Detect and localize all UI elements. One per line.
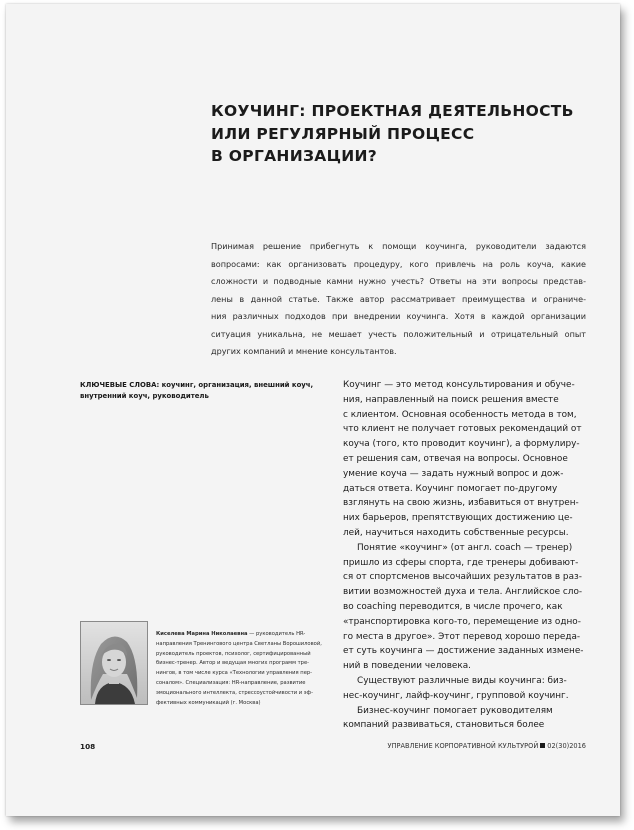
author-bio-line: соналом». Специализация: HR-направление, развитие xyxy=(156,679,306,686)
body-line: Понятие «коучинг» (от англ. coach — тренер) xyxy=(357,542,573,553)
author-bio-first-rest: — руководитель HR- xyxy=(247,631,306,637)
body-line: витии возможностей духа и тела. Английское сло- xyxy=(343,587,583,598)
abstract-line: других компаний и мнение консультантов. xyxy=(211,346,397,356)
body-line: ния, направленный на поиск решения вместе xyxy=(343,394,559,405)
body-line: ет суть коучинга — достижение заданных измене- xyxy=(343,646,584,657)
body-line: нес-коучинг, лайф-коучинг, групповой коучинг. xyxy=(343,690,569,701)
body-line: «транспортировка кого-то, перемещение из одно- xyxy=(343,616,581,627)
title-line: ИЛИ РЕГУЛЯРНЫЙ ПРОЦЕСС xyxy=(211,124,475,143)
title-line: В ОРГАНИЗАЦИИ? xyxy=(211,147,378,165)
body-line: компаний развиваться, становиться более xyxy=(343,720,545,731)
author-bio-line: фективных коммуникаций (г. Москва) xyxy=(156,699,261,706)
body-line: ет решения сам, отвечая на вопросы. Основное xyxy=(343,453,568,464)
body-line: Существуют различные виды коучинга: биз- xyxy=(357,675,567,686)
author-bio xyxy=(156,630,326,708)
journal-footer xyxy=(388,742,586,750)
abstract-line: ситуация уникальна, не мешает учесть положительный и отрицательный опыт xyxy=(211,328,586,339)
body-line: пришло из сферы спорта, где тренеры добивают- xyxy=(343,557,579,568)
keywords-line: внутренний коуч, руководитель xyxy=(80,392,209,400)
body-line: Коучинг — это метод консультирования и обуче- xyxy=(343,380,575,390)
article-body xyxy=(343,378,587,733)
page-number: 108 xyxy=(80,742,96,751)
article-title xyxy=(211,100,591,168)
body-line: что клиент не получает готовых рекомендаций от xyxy=(343,424,582,435)
body-line: даться ответа. Коучинг помогает по-другому xyxy=(343,483,558,494)
article-abstract xyxy=(211,238,586,361)
body-line: коуча (того, кто проводит коучинг), а формулиру- xyxy=(343,439,580,450)
author-photo xyxy=(80,621,148,705)
body-line: во coaching переводится, в числе прочего, как xyxy=(343,601,563,612)
body-line: с клиентом. Основная особенность метода в том, xyxy=(343,409,577,420)
author-bio-line: нингов, в том числе курса «Технологии управления пер- xyxy=(156,670,313,677)
body-line: Бизнес-коучинг помогает руководителям xyxy=(357,705,553,716)
author-bio-line: руководитель проектов, психолог, сертифицированный xyxy=(156,650,311,657)
abstract-line: вопросами: как организовать процедуру, кого привлечь на роль коуча, какие xyxy=(211,258,586,269)
author-bio-first-line xyxy=(156,630,326,640)
journal-issue: 02(30)2016 xyxy=(547,742,586,750)
author-portrait-image xyxy=(81,622,147,704)
title-line: КОУЧИНГ: ПРОЕКТНАЯ ДЕЯТЕЛЬНОСТЬ xyxy=(211,102,574,120)
author-name: Киселева Марина Николаевна xyxy=(156,631,248,637)
abstract-line: лены в данной статье. Также автор рассматривает преимущества и ограниче- xyxy=(211,293,586,304)
keywords-block xyxy=(80,380,320,402)
body-line: них барьеров, препятствующих достижению це- xyxy=(343,513,573,524)
author-bio-line: направления Тренингового центра Светланы Ворошиловой, xyxy=(156,640,322,647)
body-line: ся от спортсменов высочайших результатов в раз- xyxy=(343,572,582,583)
abstract-line: ния различных подходов при внедрении коучинга. Хотя в каждой организации xyxy=(211,311,586,321)
body-line: го места в другое». Этот перевод хорошо переда- xyxy=(343,631,581,642)
body-line: ний в поведении человека. xyxy=(343,661,472,672)
body-line: умение коуча — задать нужный вопрос и дож- xyxy=(343,468,564,479)
keywords-line: КЛЮЧЕВЫЕ СЛОВА: коучинг, организация, внешний коуч, xyxy=(80,381,314,389)
journal-name: УПРАВЛЕНИЕ КОРПОРАТИВНОЙ КУЛЬТУРОЙ xyxy=(387,742,539,750)
author-bio-line: эмоционального интеллекта, стрессоустойчивости и эф- xyxy=(156,689,313,696)
separator-square-icon xyxy=(540,743,545,748)
abstract-line: сложности и подводные камни нужно учесть? Ответы на эти вопросы представ- xyxy=(211,276,586,286)
abstract-line: Принимая решение прибегнуть к помощи коучинга, руководители задаются xyxy=(211,241,586,251)
author-bio-line: бизнес-тренер. Автор и ведущая многих программ тре- xyxy=(156,660,310,667)
body-line: лей, научиться находить собственные ресурсы. xyxy=(343,527,569,538)
body-line: взглянуть на свою жизнь, избавиться от внутрен- xyxy=(343,498,579,509)
